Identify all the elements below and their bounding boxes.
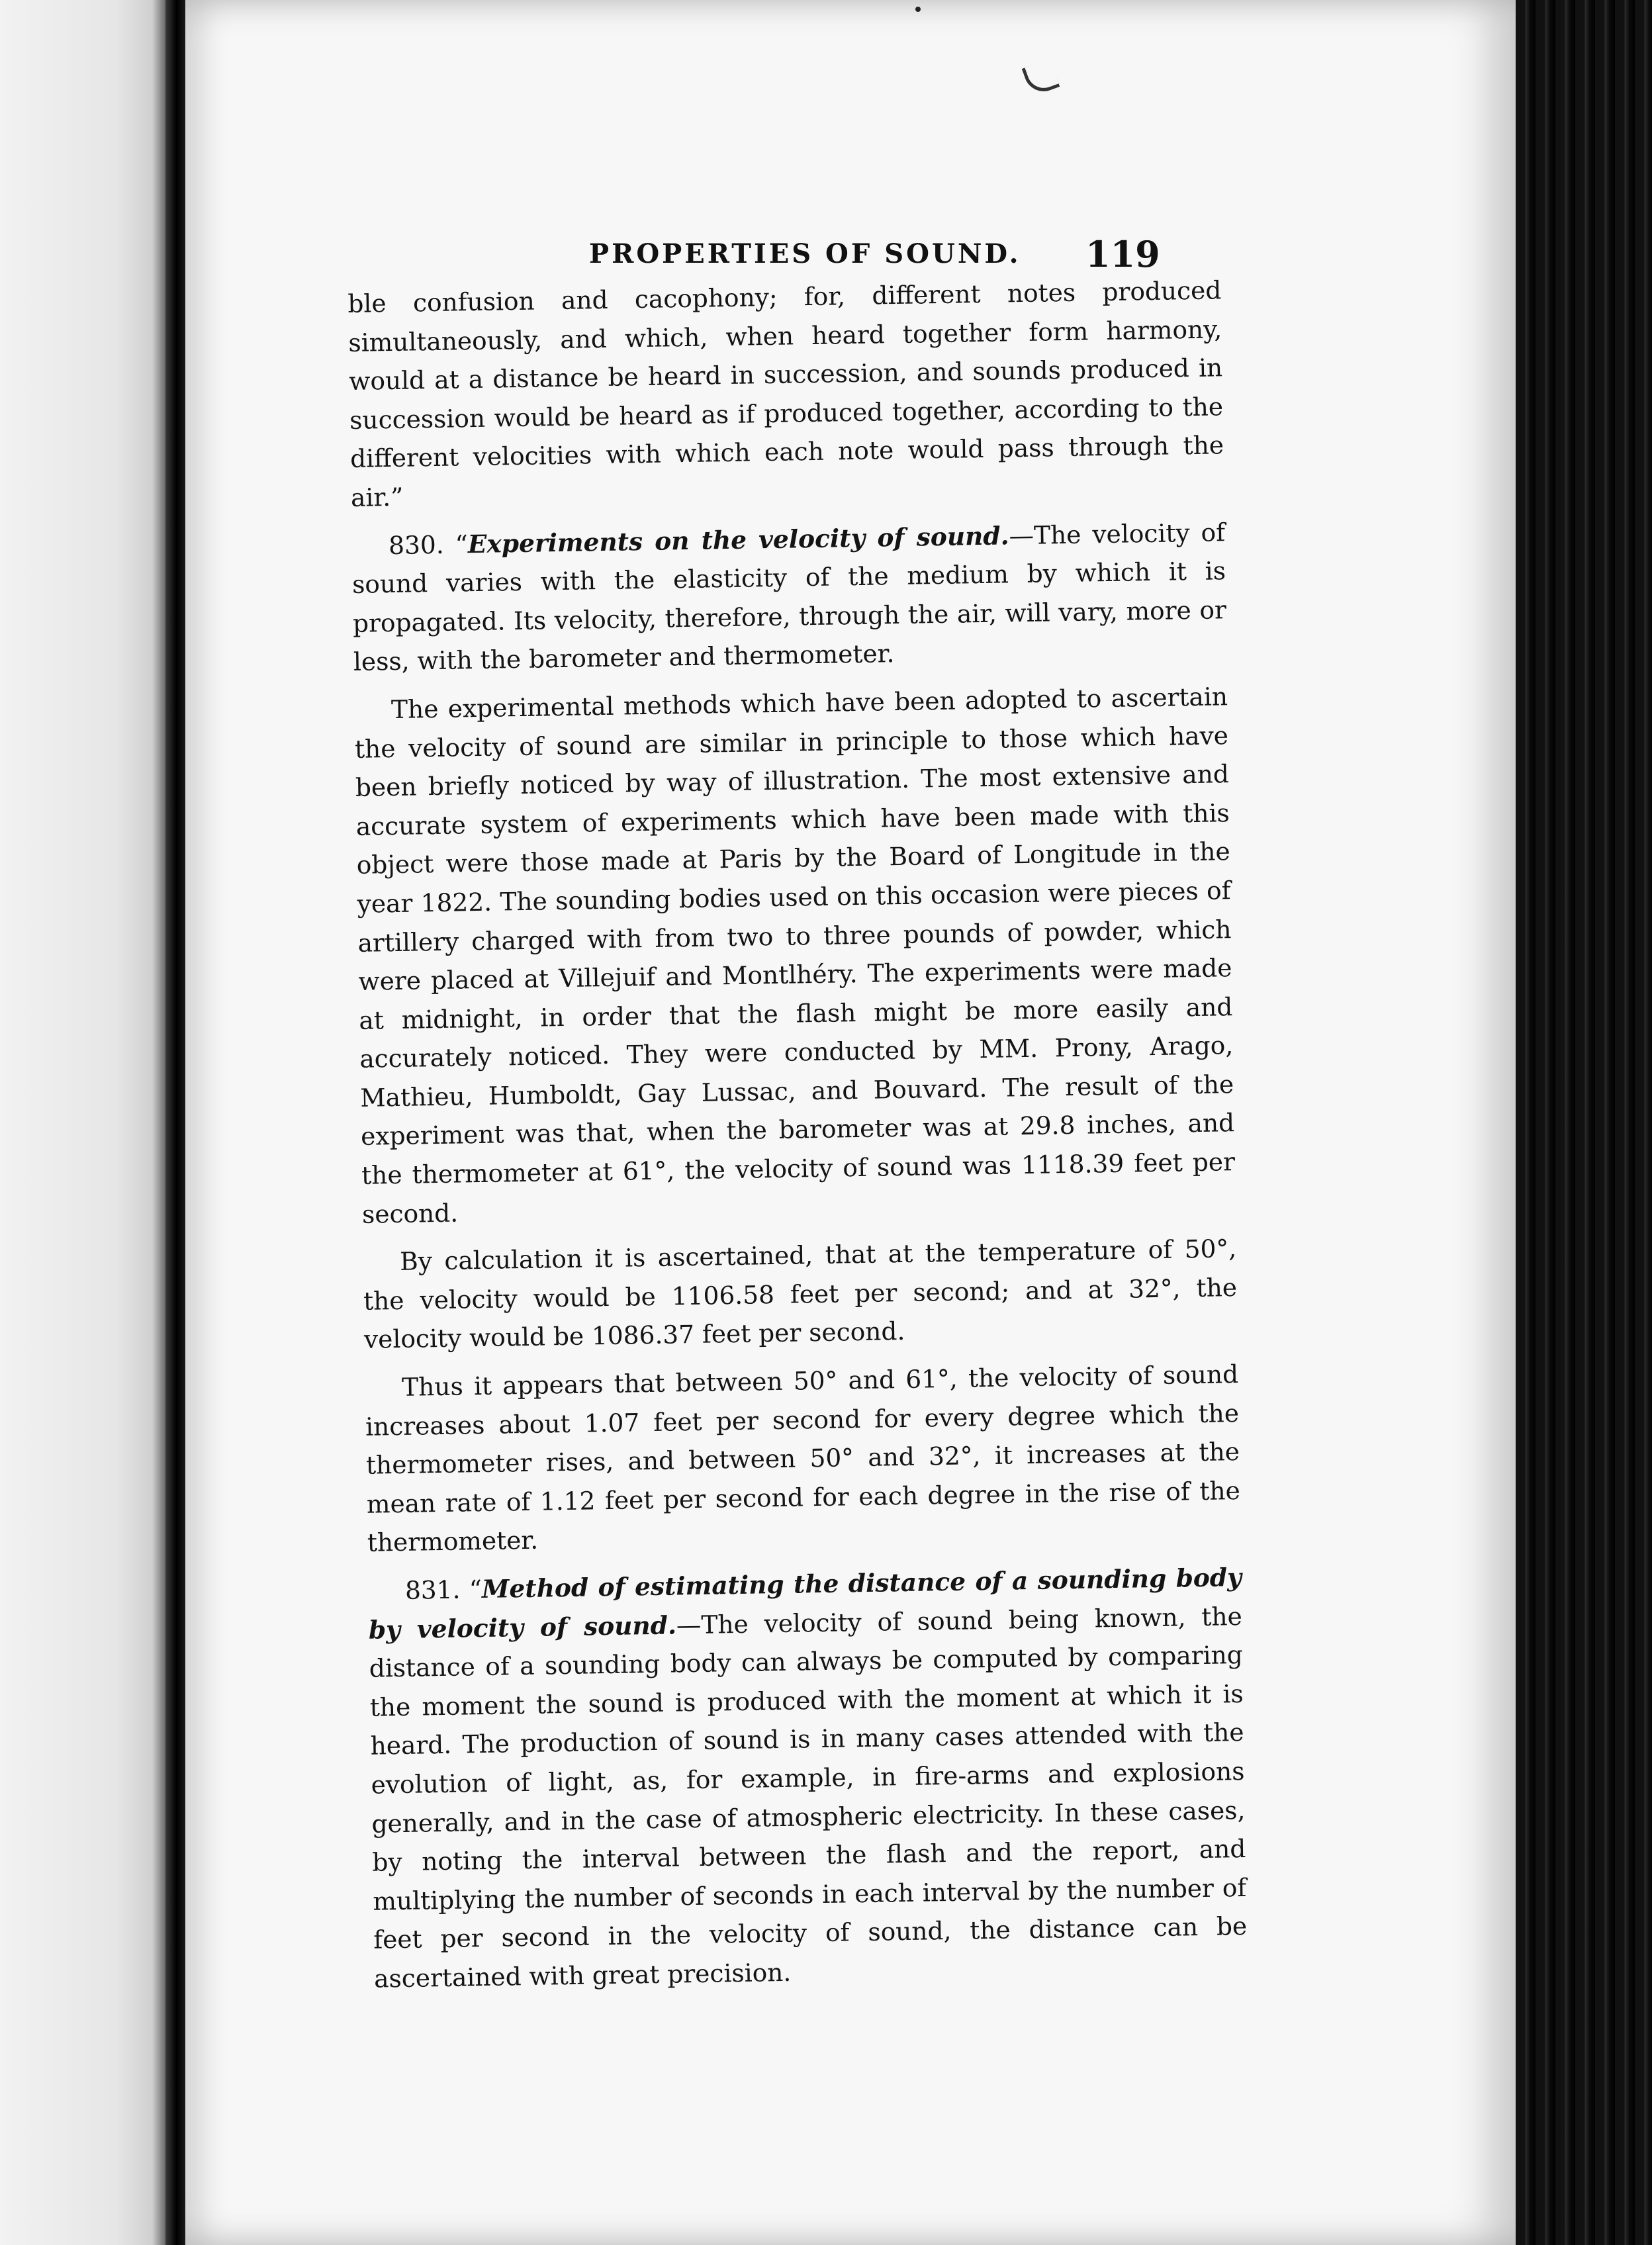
running-head bbox=[397, 233, 1191, 279]
paragraph-text: —The velocity of sound being known, the distance of a sounding body can always be computed by comparing the moment the sound is produced with the moment at which it is heard. The production of sound is in many cases attended with the evolution of light, as, for example, in fire-arms and explosions generally, and in the case of atmospheric electricity. In these cases, by noting the interval between the flash and the report, and multiplying the number of seconds in each interval by the number of feet per second in the velocity of sound, the distance can be ascertained with great precision. bbox=[369, 1601, 1248, 1993]
section-heading: Experiments on the velocity of sound. bbox=[467, 520, 1009, 559]
paragraph-text: The experimental methods which have been adopted to ascertain the velocity of sound are similar in principle to those which have been briefly noticed by way of illustration. The most extensive and accurate system of experiments which have been made with this object were those made at Paris by the Board of Longitude in the year 1822. The sounding bodies used on this occasion were pieces of artillery charged with from two to three pounds of powder, which were placed at Villejuif and Montlhéry. The experiments were made at midnight, in order that the flash might be more easily and accurately noticed. They were conducted by MM. Prony, Arago, Mathieu, Humboldt, Gay Lussac, and Bouvard. The result of the experiment was that, when the barometer was at 29.8 inches, and the thermometer at 61°, the velocity of sound was 1118.39 feet per second. bbox=[354, 682, 1236, 1229]
body-text bbox=[347, 271, 1248, 1998]
book-gutter bbox=[165, 0, 185, 2245]
paragraph-text: Thus it appears that between 50° and 61°, the velocity of sound increases about 1.07 feet per second for every degree which the thermometer rises, and between 50° and 32°, it increases at the mean rate of 1.12 feet per second for each degree in the rise of the thermometer. bbox=[365, 1359, 1241, 1558]
paragraph-calculation bbox=[363, 1229, 1238, 1359]
paragraph-text: ble confusion and cacophony; for, different notes produced simultaneously, and which, when heard together form harmony, would at a distance be heard in succession, and sounds produced in succession would be heard as if produced together, according to the different velocities with which each note would pass through the air.” bbox=[347, 275, 1224, 512]
paragraph-experiments bbox=[354, 677, 1236, 1234]
section-830 bbox=[351, 513, 1228, 682]
paragraph-text: —The velocity of sound varies with the elasticity of the medium by which it is propagated. Its velocity, therefore, through the air, will vary, more or less, with the barometer and thermometer. bbox=[351, 517, 1227, 677]
ink-speck bbox=[915, 7, 921, 12]
section-number: 831. “ bbox=[404, 1575, 482, 1605]
section-831 bbox=[368, 1558, 1248, 1998]
paragraph-text: By calculation it is ascertained, that at the temperature of 50°, the velocity would be 1106.58 feet per second; and at 32°, the velocity would be 1086.37 feet per second. bbox=[363, 1234, 1238, 1355]
running-title: PROPERTIES OF SOUND. bbox=[589, 238, 1021, 269]
page-stack-edge bbox=[1516, 0, 1652, 2245]
paragraph-increase bbox=[365, 1355, 1241, 1563]
paragraph-continuation bbox=[347, 271, 1224, 517]
pencil-mark bbox=[1022, 59, 1060, 97]
page-number: 119 bbox=[1085, 233, 1160, 275]
section-number: 830. “ bbox=[388, 529, 469, 560]
facing-page-edge bbox=[0, 0, 165, 2245]
section-heading: Method of estimating the distance of a sounding body by velocity of sound. bbox=[368, 1563, 1242, 1645]
